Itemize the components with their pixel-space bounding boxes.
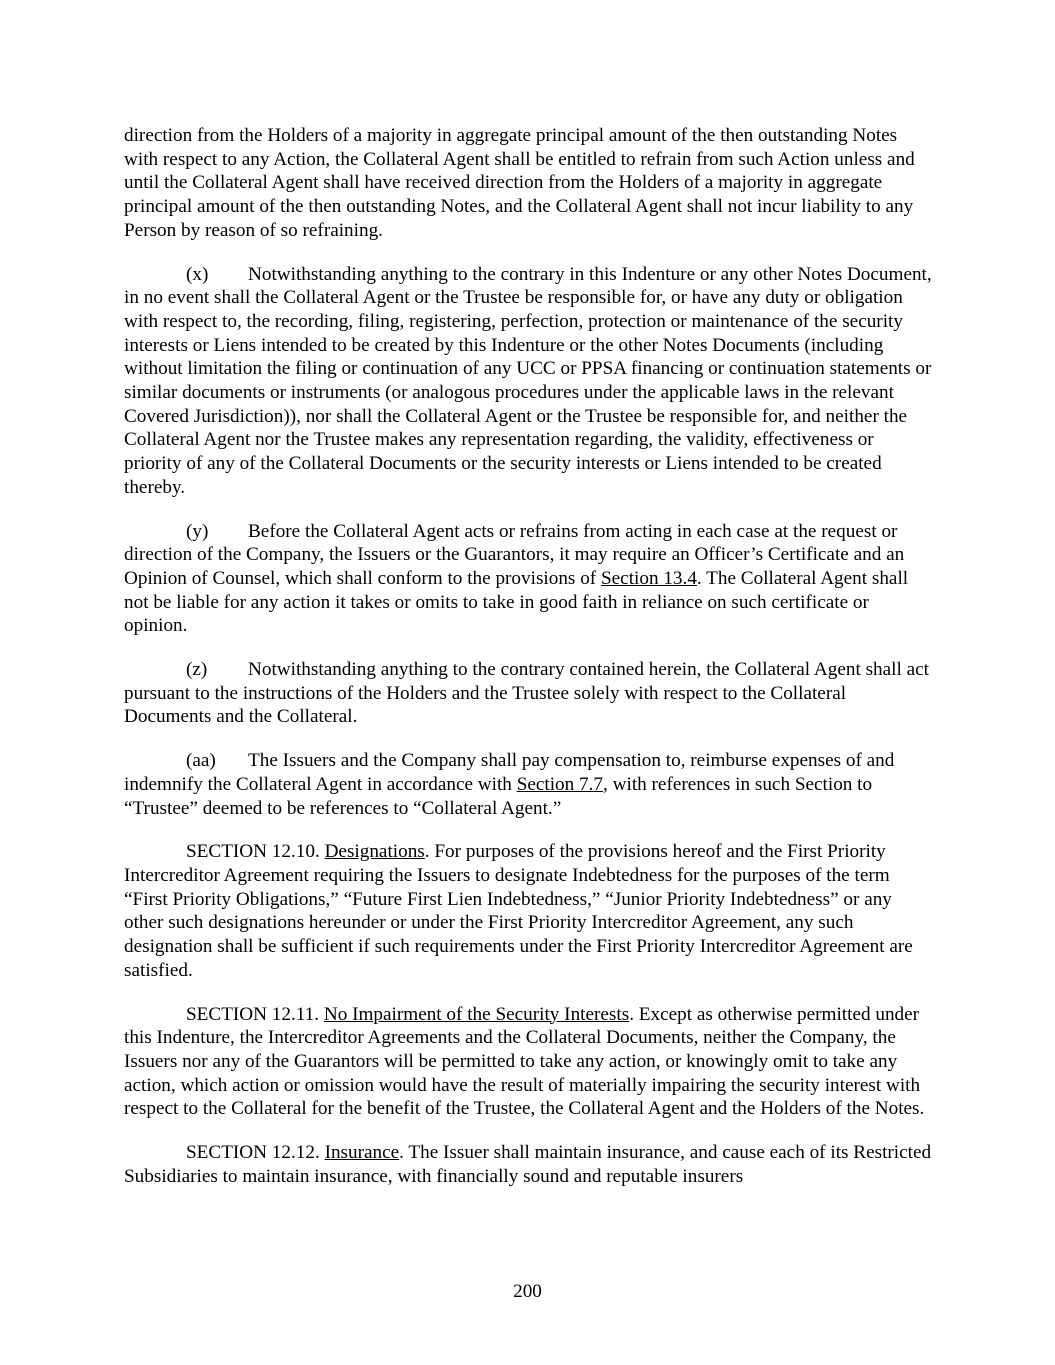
- paragraph-y: [124, 520, 934, 639]
- paragraph-label: (y): [186, 520, 209, 542]
- section-reference-link[interactable]: Section 13.4: [600, 567, 697, 589]
- paragraph-text: , with references in such Section to “Trustee” deemed to be references to “Collateral Agent.”: [124, 773, 873, 819]
- section-12-11: [124, 1003, 934, 1122]
- paragraph-z: [124, 658, 934, 729]
- document-body: [124, 124, 934, 1208]
- paragraph-text: The Issuers and the Company shall pay compensation to, reimburse expenses of and indemnify the Collateral Agent in accordance with: [124, 750, 895, 795]
- paragraph-text: Before the Collateral Agent acts or refrains from acting in each case at the request or direction of the Company, the Issuers or the Guarantors, it may require an Officer’s Certificate and an Opinion of Counsel, which shall conform to the provisions of: [124, 520, 905, 589]
- section-heading: Designations: [324, 841, 425, 863]
- paragraph-x: [124, 263, 934, 500]
- section-number: SECTION 12.10.: [186, 841, 320, 863]
- paragraph-continuation: [124, 124, 934, 243]
- paragraph-text: direction from the Holders of a majority in aggregate principal amount of the then outstanding Notes with respect to any Action, the Collateral Agent shall be entitled to refrain from such Action unless and until the Collateral Agent shall have received direction from the Holders of a majority in aggregate principal amount of the then outstanding Notes, and the Collateral Agent shall not incur liability to any Person by reason of so refraining.: [124, 125, 915, 241]
- paragraph-text: Notwithstanding anything to the contrary contained herein, the Collateral Agent shall act pursuant to the instructions of the Holders and the Trustee solely with respect to the Collateral Documents and the Collateral.: [124, 659, 929, 728]
- paragraph-label: (x): [186, 263, 209, 285]
- paragraph-text: . The Issuer shall maintain insurance, and cause each of its Restricted Subsidiaries to maintain insurance, with financially sound and reputable insurers: [124, 1142, 932, 1187]
- section-number: SECTION 12.12.: [186, 1142, 320, 1164]
- section-12-10: [124, 840, 934, 982]
- paragraph-text: Notwithstanding anything to the contrary in this Indenture or any other Notes Document, in no event shall the Collateral Agent or the Trustee be responsible for, or have any duty or obligation with respect to, the recording, filing, registering, perfection, protection or maintenance of the security interests or Liens intended to be created by this Indenture or the other Notes Documents (including without limitation the filing or continuation of any UCC or PPSA financing or continuation statements or similar documents or instruments (or analogous procedures under the applicable laws in the relevant Covered Jurisdiction)), nor shall the Collateral Agent or the Trustee be responsible for, and neither the Collateral Agent nor the Trustee makes any representation regarding, the validity, effectiveness or priority of any of the Collateral Documents or the security interests or Liens intended to be created thereby.: [124, 263, 932, 498]
- paragraph-label: (aa): [186, 750, 216, 772]
- paragraph-aa: [124, 749, 934, 820]
- paragraph-text: . For purposes of the provisions hereof and the First Priority Intercreditor Agreement requiring the Issuers to designate Indebtedness for the purposes of the term “First Priority Obligations,” “Future First Lien Indebtedness,” “Junior Priority Indebtedness” or any other such designations hereunder or under the First Priority Intercreditor Agreement, any such designation shall be sufficient if such requirements under the First Priority Intercreditor Agreement are satisfied.: [124, 841, 913, 981]
- section-number: SECTION 12.11.: [186, 1003, 320, 1025]
- paragraph-label: (z): [186, 659, 208, 681]
- section-heading: No Impairment of the Security Interests: [323, 1003, 630, 1025]
- paragraph-text: . The Collateral Agent shall not be liable for any action it takes or omits to take in good faith in reliance on such certificate or opinion.: [124, 567, 909, 637]
- section-heading: Insurance: [324, 1142, 400, 1164]
- page-number: 200: [513, 1281, 542, 1302]
- section-12-12: [124, 1141, 934, 1188]
- paragraph-text: . Except as otherwise permitted under this Indenture, the Intercreditor Agreements and the Collateral Documents, neither the Company, the Issuers nor any of the Guarantors will be permitted to take any action, or knowingly omit to take any action, which action or omission would have the result of materially impairing the security interest with respect to the Collateral for the benefit of the Trustee, the Collateral Agent and the Holders of the Notes.: [124, 1003, 925, 1120]
- section-reference-link[interactable]: Section 7.7: [516, 773, 604, 795]
